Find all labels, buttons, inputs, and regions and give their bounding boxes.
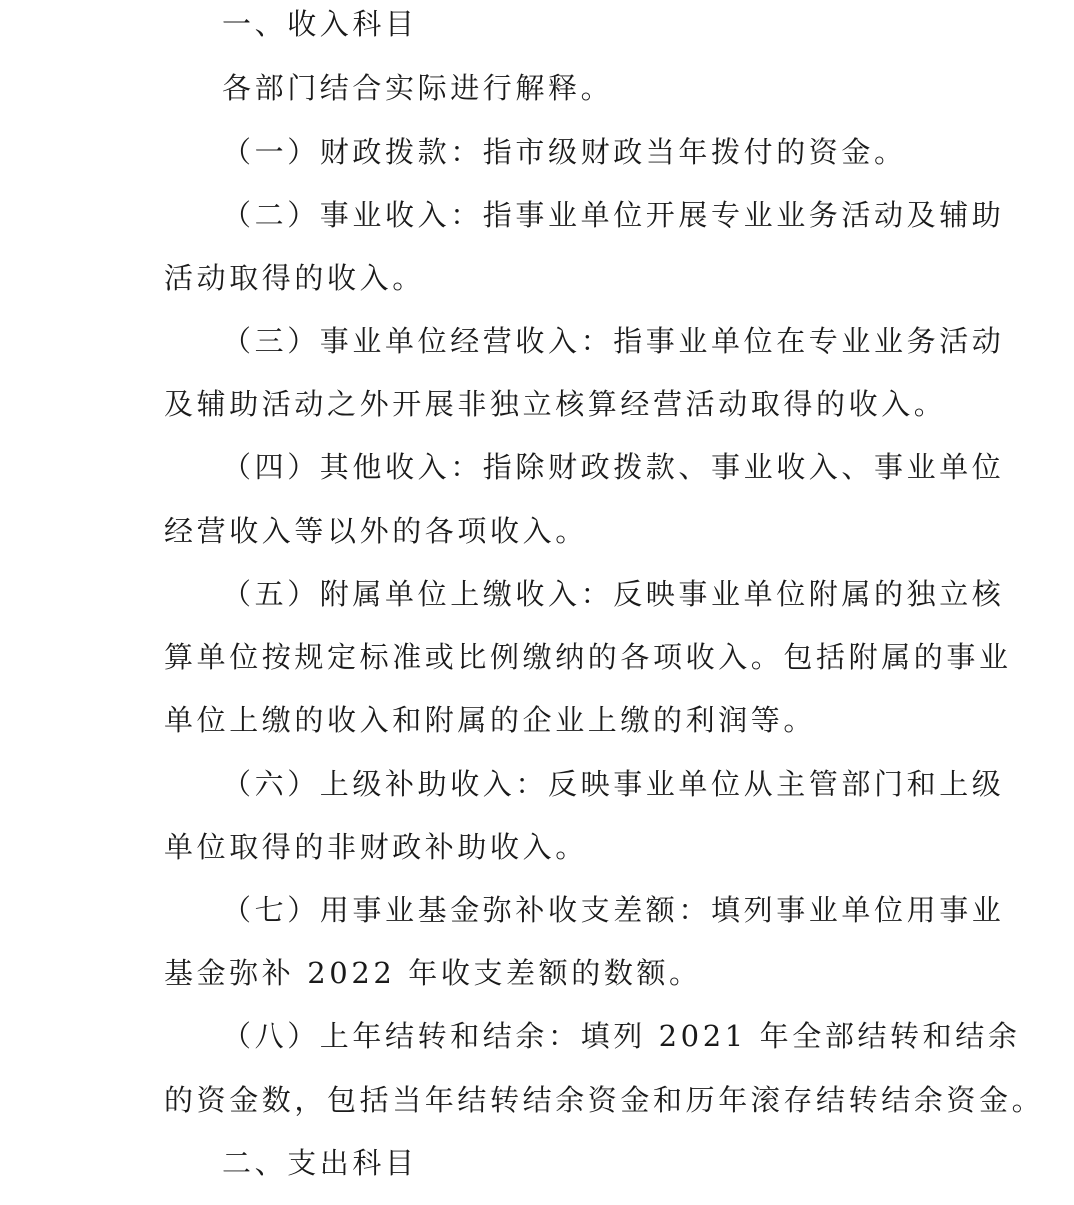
item-4-line-1: （四）其他收入：指除财政拨款、事业收入、事业单位 <box>222 450 1005 484</box>
item-4-line-2: 经营收入等以外的各项收入。 <box>164 514 588 548</box>
item-8-line-2: 的资金数，包括当年结转结余资金和历年滚存结转结余资金。 <box>164 1083 1045 1117</box>
item-8-line-1: （八）上年结转和结余：填列 2021 年全部结转和结余 <box>222 1019 1021 1053</box>
item-2-line-2: 活动取得的收入。 <box>164 261 425 295</box>
item-7-line-1: （七）用事业基金弥补收支差额：填列事业单位用事业 <box>222 893 1005 927</box>
item-2-line-1: （二）事业收入：指事业单位开展专业业务活动及辅助 <box>222 198 1005 232</box>
item-3-line-2: 及辅助活动之外开展非独立核算经营活动取得的收入。 <box>164 387 947 421</box>
section-heading-expense: 二、支出科目 <box>222 1146 418 1180</box>
item-5-line-3: 单位上缴的收入和附属的企业上缴的利润等。 <box>164 703 817 737</box>
item-5-line-2: 算单位按规定标准或比例缴纳的各项收入。包括附属的事业 <box>164 640 1012 674</box>
item-5-line-1: （五）附属单位上缴收入：反映事业单位附属的独立核 <box>222 577 1005 611</box>
item-3-line-1: （三）事业单位经营收入：指事业单位在专业业务活动 <box>222 324 1005 358</box>
item-6-line-1: （六）上级补助收入：反映事业单位从主管部门和上级 <box>222 767 1005 801</box>
intro-paragraph: 各部门结合实际进行解释。 <box>222 71 614 105</box>
item-7-line-2: 基金弥补 2022 年收支差额的数额。 <box>164 956 702 990</box>
section-heading-income: 一、收入科目 <box>222 7 418 41</box>
item-6-line-2: 单位取得的非财政补助收入。 <box>164 830 588 864</box>
item-1-line-1: （一）财政拨款：指市级财政当年拨付的资金。 <box>222 135 907 169</box>
